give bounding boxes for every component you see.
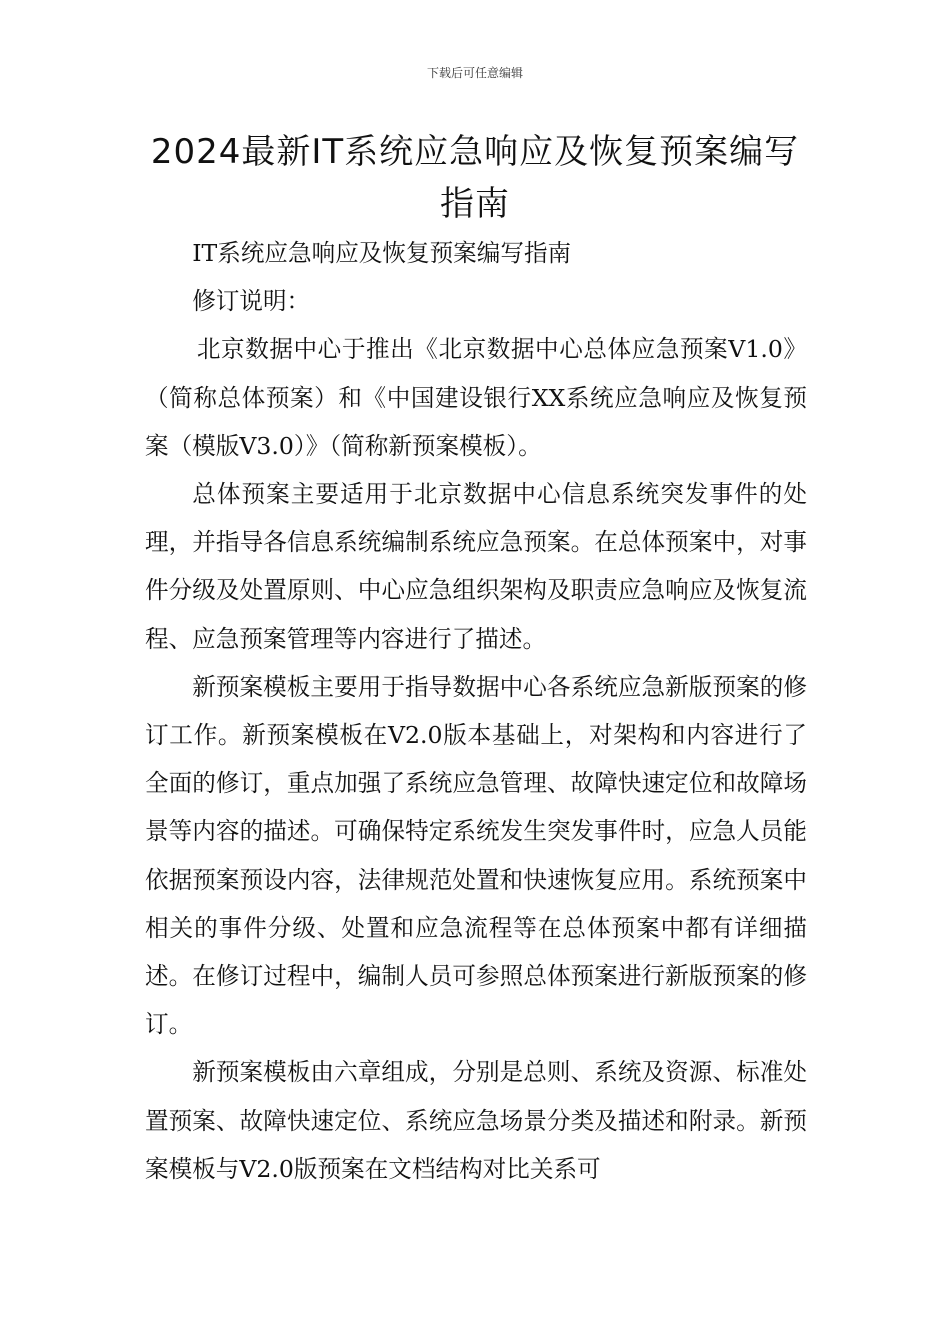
header-note: 下载后可任意编辑 xyxy=(426,66,523,80)
revision-heading: 修订说明： xyxy=(192,287,311,316)
subtitle-paragraph: IT系统应急响应及恢复预案编写指南 xyxy=(192,239,572,267)
document-body xyxy=(145,229,807,1193)
body-paragraph-chapters: 新预案模板由六章组成，分别是总则、系统及资源、标准处置预案、故障快速定位、系统应急场景分类及描述和附录。新预案模板与V2.0版预案在文档结构对比关系可 xyxy=(145,1058,807,1183)
body-paragraph-new-template: 新预案模板主要用于指导数据中心各系统应急新版预案的修订工作。新预案模板在V2.0版本基础上，对架构和内容进行了全面的修订，重点加强了系统应急管理、故障快速定位和故障场景等内容的描述。可确保特定系统发生突发事件时，应急人员能依据预案预设内容，法律规范处置和快速恢复应用。系统预案中相关的事件分级、处置和应急流程等在总体预案中都有详细描述。在修订过程中，编制人员可参照总体预案进行新版预案的修订。 xyxy=(145,672,807,1039)
body-paragraph-overall-plan: 总体预案主要适用于北京数据中心信息系统突发事件的处理，并指导各信息系统编制系统应急预案。在总体预案中，对事件分级及处置原则、中心应急组织架构及职责应急响应及恢复流程、应急预案管理等内容进行了描述。 xyxy=(145,480,807,653)
body-paragraph-intro: 北京数据中心于推出《北京数据中心总体应急预案V1.0》（简称总体预案）和《中国建设银行XX系统应急响应及恢复预案（模版V3.0）》（简称新预案模板）。 xyxy=(145,335,807,460)
document-title: 2024最新IT系统应急响应及恢复预案编写指南 xyxy=(150,132,800,224)
